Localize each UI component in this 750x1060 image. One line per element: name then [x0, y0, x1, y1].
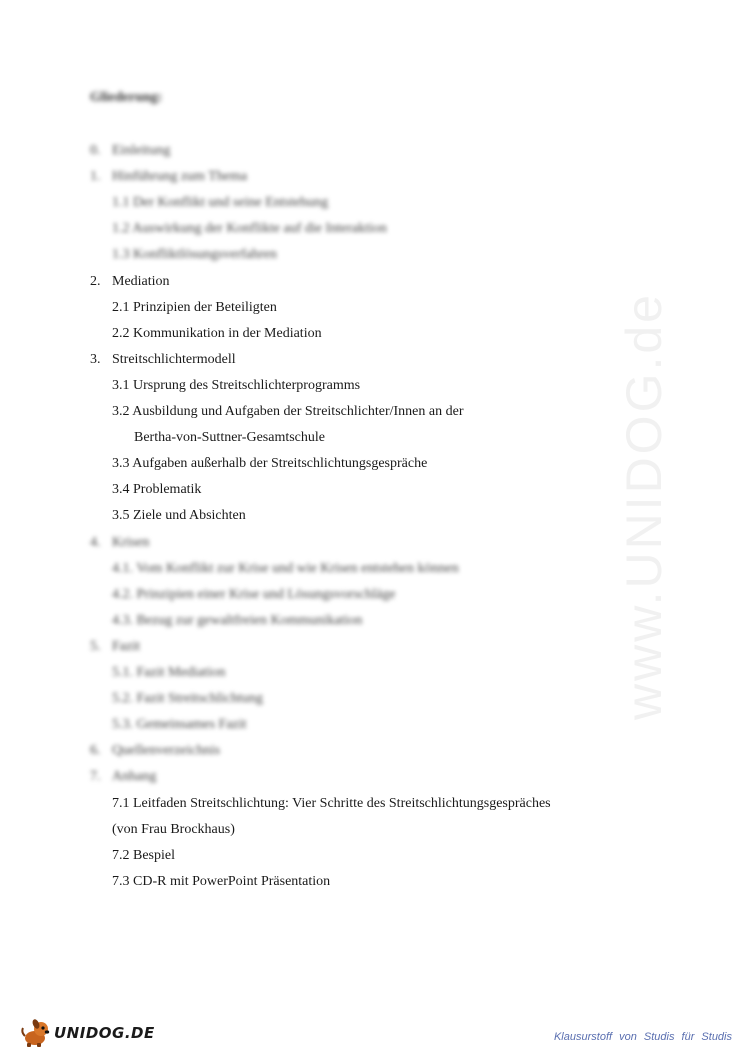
toc-item-text: 3.5 Ziele und Absichten	[112, 508, 246, 524]
toc-item-text: 2.1 Prinzipien der Beteiligten	[112, 299, 277, 315]
toc-item	[112, 455, 427, 473]
page-title: Gliederung:	[90, 90, 163, 105]
dog-mascot-icon	[20, 1018, 52, 1048]
toc-item-text: Hinführung zum Thema	[112, 169, 248, 185]
toc-item	[112, 299, 277, 317]
toc-item-text: 1.3 Konfliktlösungsverfahren	[112, 247, 277, 263]
toc-item-text: 1.2 Auswirkung der Konflikte auf die Interaktion	[112, 221, 387, 237]
toc-item	[112, 847, 175, 865]
toc-item	[90, 742, 220, 760]
toc-item-text: 7.1 Leitfaden Streitschlichtung: Vier Schritte des Streitschlichtungsgespräches	[112, 795, 551, 811]
toc-item	[112, 664, 226, 682]
toc-item	[112, 403, 463, 421]
toc-item	[90, 168, 247, 186]
toc-item-text: Streitschlichtermodell	[112, 351, 236, 367]
toc-item	[112, 821, 235, 839]
toc-item-text: Krisen	[112, 534, 150, 550]
toc-item-number: 1.	[90, 169, 101, 185]
toc-item-text: 7.3 CD-R mit PowerPoint Präsentation	[112, 873, 331, 889]
toc-item-text: 4.1. Vom Konflikt zur Krise und wie Krisen entstehen können	[112, 560, 459, 576]
toc-item-text: 5.1. Fazit Mediation	[112, 665, 226, 680]
toc-item	[112, 612, 362, 630]
watermark: www.UNIDOG.de	[616, 292, 672, 720]
toc-item-text: 3.4 Problematik	[112, 482, 202, 498]
toc-item-number: 7.	[90, 769, 101, 785]
toc-item-text: 1.1 Der Konflikt und seine Entstehung	[112, 195, 329, 211]
toc-item-number: 2.	[90, 273, 101, 289]
toc-item	[112, 560, 459, 578]
toc-item-text: 2.2 Kommunikation in der Mediation	[112, 325, 322, 341]
toc-item	[112, 873, 330, 891]
logo-text: UNIDOG.DE	[54, 1024, 155, 1042]
toc-item-number: 5.	[90, 638, 101, 654]
toc-item	[134, 429, 325, 447]
toc-item-text: 3.3 Aufgaben außerhalb der Streitschlichtungsgespräche	[112, 456, 428, 472]
toc-item	[112, 586, 395, 604]
footer-tagline: Klausurstoff von Studis für Studis	[553, 1031, 732, 1043]
toc-item-text: (von Frau Brockhaus)	[112, 821, 235, 837]
unidog-logo[interactable]	[20, 1018, 155, 1048]
toc-item	[90, 534, 149, 552]
toc-item-text: Bertha-von-Suttner-Gesamtschule	[134, 430, 325, 446]
toc-item-number: 0.	[90, 143, 101, 158]
toc-item	[112, 325, 322, 343]
toc-item-text: 3.1 Ursprung des Streitschlichterprogramms	[112, 377, 361, 393]
toc-item	[112, 220, 387, 238]
toc-item	[90, 273, 170, 291]
toc-item	[90, 768, 156, 786]
toc-item-text: Anhang	[112, 769, 157, 785]
toc-item	[112, 795, 551, 813]
toc-item-text: 5.3. Gemeinsames Fazit	[112, 717, 247, 733]
toc-item	[112, 246, 277, 264]
toc-item	[112, 690, 263, 708]
toc-item	[112, 716, 247, 734]
toc-item	[112, 194, 328, 212]
toc-item	[90, 638, 140, 656]
toc-item-text: 7.2 Bespiel	[112, 847, 175, 863]
toc-item-text: 4.2. Prinzipien einer Krise und Lösungsvorschläge	[112, 586, 396, 602]
toc-item-number: 6.	[90, 743, 101, 759]
toc-item	[112, 507, 246, 525]
toc-item-text: 3.2 Ausbildung und Aufgaben der Streitschlichter/Innen an der	[112, 404, 464, 419]
toc-item	[112, 481, 201, 499]
toc-item-text: 5.2. Fazit Streitschlichtung	[112, 691, 263, 707]
toc-item-text: Mediation	[112, 273, 170, 289]
toc-item	[112, 377, 360, 395]
toc-item	[90, 351, 236, 369]
toc-item-text: Fazit	[112, 638, 140, 654]
toc-item	[90, 142, 170, 160]
toc-item-number: 4.	[90, 534, 101, 550]
toc-item-text: Quellenverzeichnis	[112, 743, 221, 759]
toc-item-text: Einleitung	[112, 143, 171, 158]
toc-item-number: 3.	[90, 351, 101, 367]
toc-item-text: 4.3. Bezug zur gewaltfreien Kommunikation	[112, 612, 363, 628]
